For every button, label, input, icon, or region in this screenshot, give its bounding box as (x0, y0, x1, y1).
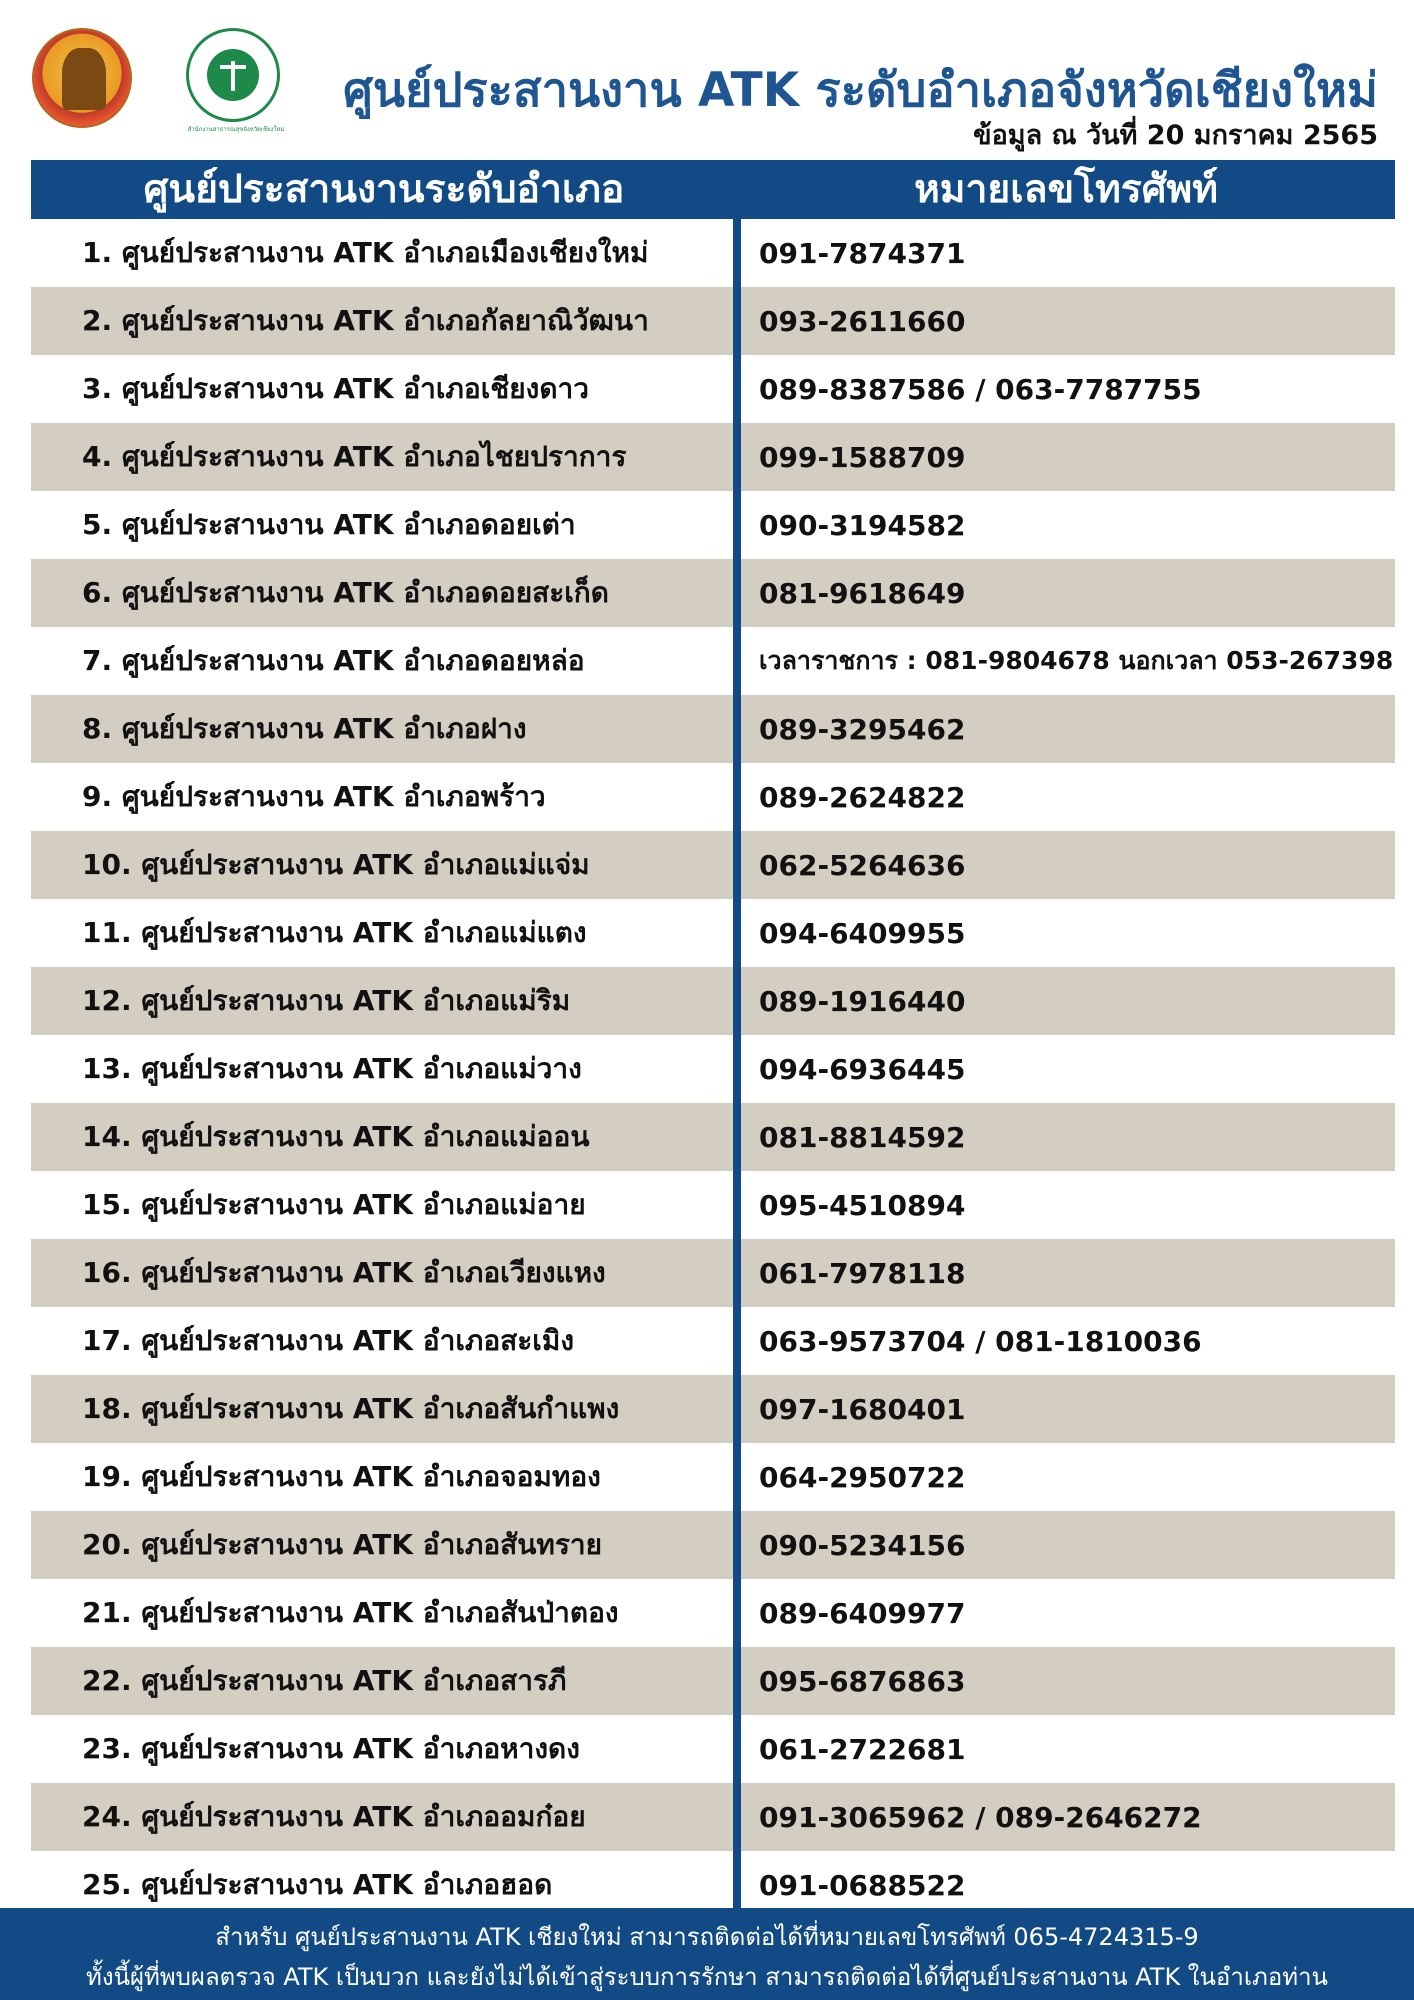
phone-cell: 064-2950722 (759, 1460, 966, 1494)
phone-cell: 089-3295462 (759, 712, 966, 746)
center-name-cell: 12. ศูนย์ประสานงาน ATK อำเภอแม่ริม (82, 984, 571, 1017)
center-name-cell: 5. ศูนย์ประสานงาน ATK อำเภอดอยเต่า (82, 508, 576, 541)
column-divider (733, 218, 741, 1908)
table-row (31, 899, 1395, 967)
table-row (31, 1647, 1395, 1715)
phone-cell: 061-2722681 (759, 1732, 966, 1766)
table-row (31, 1239, 1395, 1307)
phone-cell: 089-8387586 / 063-7787755 (759, 372, 1202, 406)
phone-cell: 091-0688522 (759, 1868, 966, 1902)
table-row (31, 1511, 1395, 1579)
phone-cell: 090-5234156 (759, 1528, 966, 1562)
moph-logo-icon (154, 26, 290, 138)
center-name-cell: 7. ศูนย์ประสานงาน ATK อำเภอดอยหล่อ (82, 644, 585, 677)
phone-cell: 081-9618649 (759, 576, 966, 610)
phone-cell: เวลาราชการ : 081-9804678 นอกเวลา 053-267398 (759, 646, 1394, 675)
phone-cell: 062-5264636 (759, 848, 966, 882)
table-row (31, 695, 1395, 763)
table-row (31, 491, 1395, 559)
date-line: ข้อมูล ณ วันที่ 20 มกราคม 2565 (973, 120, 1378, 151)
table-row (31, 559, 1395, 627)
center-name-cell: 3. ศูนย์ประสานงาน ATK อำเภอเชียงดาว (82, 372, 589, 405)
table-row (31, 287, 1395, 355)
center-name-cell: 4. ศูนย์ประสานงาน ATK อำเภอไชยปราการ (82, 440, 627, 473)
table-row (31, 967, 1395, 1035)
contact-table (31, 160, 1395, 1919)
table-row (31, 763, 1395, 831)
center-name-cell: 13. ศูนย์ประสานงาน ATK อำเภอแม่วาง (82, 1052, 582, 1085)
center-name-cell: 6. ศูนย์ประสานงาน ATK อำเภอดอยสะเก็ด (82, 576, 609, 609)
phone-cell: 095-4510894 (759, 1188, 966, 1222)
center-name-cell: 23. ศูนย์ประสานงาน ATK อำเภอหางดง (82, 1732, 580, 1765)
phone-cell: 093-2611660 (759, 304, 966, 338)
footer-line-1: สำหรับ ศูนย์ประสานงาน ATK เชียงใหม่ สามารถติดต่อได้ที่หมายเลขโทรศัพท์ 065-4724315-9 (215, 1923, 1199, 1951)
phone-cell: 091-7874371 (759, 236, 966, 270)
phone-cell: 063-9573704 / 081-1810036 (759, 1324, 1202, 1358)
column-header-center: ศูนย์ประสานงานระดับอำเภอ (143, 167, 625, 212)
column-header-phone: หมายเลขโทรศัพท์ (914, 167, 1218, 212)
center-name-cell: 15. ศูนย์ประสานงาน ATK อำเภอแม่อาย (82, 1188, 586, 1221)
page-title: ศูนย์ประสานงาน ATK ระดับอำเภอจังหวัดเชียงใหม่ (343, 63, 1378, 118)
phone-cell: 099-1588709 (759, 440, 966, 474)
table-row (31, 1443, 1395, 1511)
table-row (31, 423, 1395, 491)
phone-cell: 094-6409955 (759, 916, 966, 950)
phone-cell: 089-1916440 (759, 984, 966, 1018)
phone-cell: 089-6409977 (759, 1596, 966, 1630)
phone-cell: 081-8814592 (759, 1120, 966, 1154)
table-row (31, 1579, 1395, 1647)
center-name-cell: 1. ศูนย์ประสานงาน ATK อำเภอเมืองเชียงใหม่ (82, 236, 649, 269)
center-name-cell: 11. ศูนย์ประสานงาน ATK อำเภอแม่แตง (82, 916, 587, 949)
center-name-cell: 10. ศูนย์ประสานงาน ATK อำเภอแม่แจ่ม (82, 848, 590, 881)
phone-cell: 061-7978118 (759, 1256, 966, 1290)
phone-cell: 089-2624822 (759, 780, 966, 814)
center-name-cell: 25. ศูนย์ประสานงาน ATK อำเภอฮอด (82, 1868, 553, 1901)
phone-cell: 090-3194582 (759, 508, 966, 542)
moph-caption: สำนักงานสาธารณสุขจังหวัดเชียงใหม่ (187, 126, 285, 133)
table-body (31, 219, 1395, 1919)
phone-cell: 091-3065962 / 089-2646272 (759, 1800, 1202, 1834)
table-row (31, 1103, 1395, 1171)
table-header (31, 160, 1395, 219)
center-name-cell: 17. ศูนย์ประสานงาน ATK อำเภอสะเมิง (82, 1324, 575, 1357)
phone-cell: 097-1680401 (759, 1392, 966, 1426)
table-row (31, 831, 1395, 899)
center-name-cell: 9. ศูนย์ประสานงาน ATK อำเภอพร้าว (82, 780, 546, 813)
center-name-cell: 8. ศูนย์ประสานงาน ATK อำเภอฝาง (82, 712, 527, 745)
table-row (31, 1035, 1395, 1103)
table-row (31, 627, 1395, 695)
table-row (31, 355, 1395, 423)
center-name-cell: 21. ศูนย์ประสานงาน ATK อำเภอสันป่าตอง (82, 1596, 619, 1629)
table-row (31, 1783, 1395, 1851)
table-row (31, 1375, 1395, 1443)
center-name-cell: 24. ศูนย์ประสานงาน ATK อำเภออมก๋อย (82, 1800, 586, 1833)
footer-banner (0, 1908, 1414, 2000)
center-name-cell: 16. ศูนย์ประสานงาน ATK อำเภอเวียงแหง (82, 1256, 606, 1289)
center-name-cell: 22. ศูนย์ประสานงาน ATK อำเภอสารภี (82, 1664, 567, 1697)
table-row (31, 1715, 1395, 1783)
phone-cell: 094-6936445 (759, 1052, 966, 1086)
table-row (31, 219, 1395, 287)
seal-icon (32, 28, 132, 128)
footer-line-2: ทั้งนี้ผู้ที่พบผลตรวจ ATK เป็นบวก และยังไม่ได้เข้าสู่ระบบการรักษา สามารถติดต่อได้ที่ศูนย์ประสานงาน ATK ในอำเภอท่าน (86, 1963, 1328, 1991)
center-name-cell: 20. ศูนย์ประสานงาน ATK อำเภอสันทราย (82, 1528, 603, 1561)
center-name-cell: 18. ศูนย์ประสานงาน ATK อำเภอสันกำแพง (82, 1392, 620, 1425)
table-row (31, 1307, 1395, 1375)
table-row (31, 1171, 1395, 1239)
center-name-cell: 14. ศูนย์ประสานงาน ATK อำเภอแม่ออน (82, 1120, 590, 1153)
center-name-cell: 19. ศูนย์ประสานงาน ATK อำเภอจอมทอง (82, 1460, 601, 1493)
phone-cell: 095-6876863 (759, 1664, 966, 1698)
center-name-cell: 2. ศูนย์ประสานงาน ATK อำเภอกัลยาณิวัฒนา (82, 304, 649, 337)
